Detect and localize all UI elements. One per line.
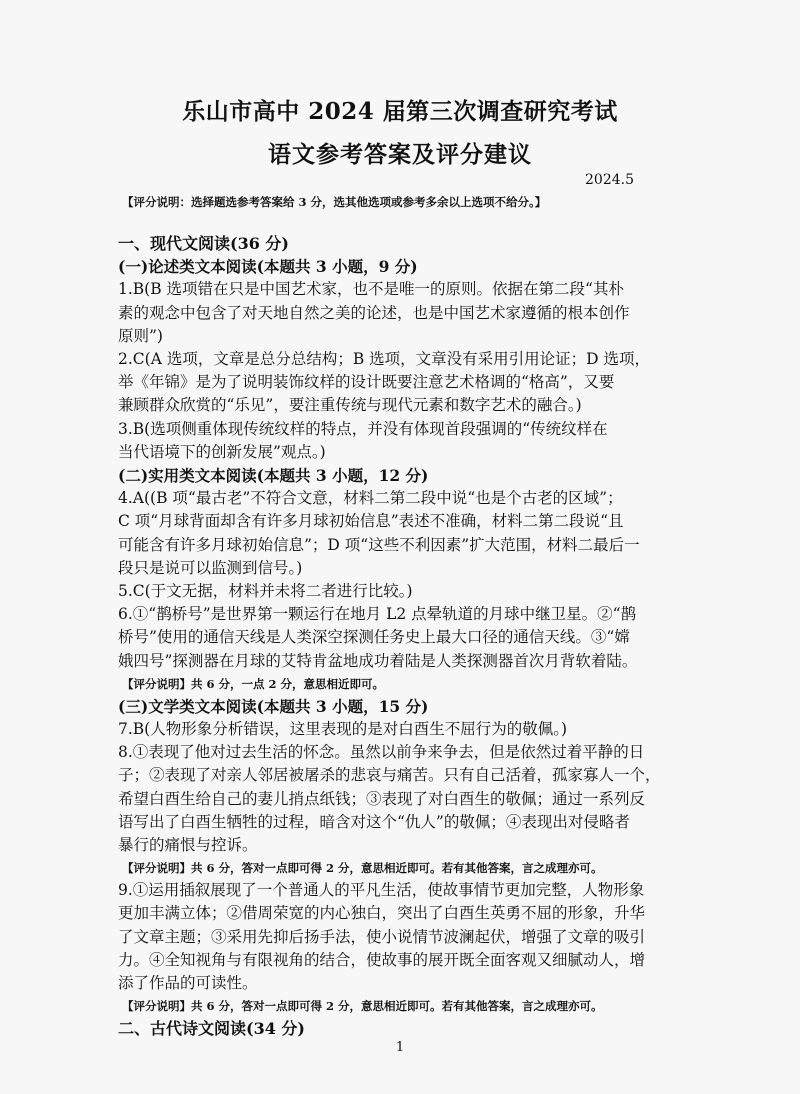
subsection-heading: (二)实用类文本阅读(本题共 3 小题，12 分) bbox=[118, 466, 429, 486]
answer-line: 8.①表现了他对过去生活的怀念。虽然以前争来争去，但是依然过着平静的日 bbox=[118, 743, 645, 762]
answer-line: 4.A((B 项“最古老”不符合文意，材料二第二段中说“也是个古老的区域”； bbox=[118, 489, 623, 508]
answer-line: 语写出了白酉生牺牲的过程，暗含对这个“仇人”的敬佩；④表现出对侵略者 bbox=[118, 812, 630, 831]
section-heading: 二、古代诗文阅读(34 分) bbox=[118, 1019, 305, 1039]
answer-line: 段只是说可以监测到信号。) bbox=[118, 558, 303, 577]
answer-line: 1.B(B 选项错在只是中国艺术家，也不是唯一的原则。依据在第二段“其朴 bbox=[118, 280, 624, 299]
answer-line: 6.①“鹊桥号”是世界第一颗运行在地月 L2 点晕轨道的月球中继卫星。②“鹊 bbox=[118, 605, 637, 624]
subsection-heading: (三)文学类文本阅读(本题共 3 小题，15 分) bbox=[118, 696, 429, 716]
answer-content bbox=[118, 232, 684, 1041]
answer-line: 可能含有许多月球初始信息”；D 项“这些不利因素”扩大范围，材料二最后一 bbox=[118, 535, 640, 554]
answer-line: 5.C(于文无据，材料并未将二者进行比较。) bbox=[118, 582, 413, 601]
page-number: 1 bbox=[395, 1040, 405, 1055]
exam-date: 2024.5 bbox=[585, 172, 634, 188]
answer-line: 了文章主题；③采用先抑后扬手法，使小说情节波澜起伏，增强了文章的吸引 bbox=[118, 927, 646, 946]
answer-line: 力。④全知视角与有限视角的结合，使故事的展开既全面客观又细腻动人，增 bbox=[118, 950, 646, 969]
answer-line: 原则”) bbox=[118, 326, 163, 345]
answer-line: 举《年锦》是为了说明装饰纹样的设计既要注意艺术格调的“格高”，又要 bbox=[118, 373, 615, 392]
answer-line: 兼顾群众欣赏的“乐见”，要注重传统与现代元素和数字艺术的融合。) bbox=[118, 396, 582, 415]
answer-line: 暴行的痛恨与控诉。 bbox=[118, 836, 258, 855]
answer-line: 9.①运用插叙展现了一个普通人的平凡生活，使故事情节更加完整，人物形象 bbox=[118, 881, 645, 900]
scoring-note-line: 【评分说明】共 6 分，一点 2 分，意思相近即可。 bbox=[122, 676, 385, 691]
answer-line: 2.C(A 选项，文章是总分总结构；B 选项，文章没有采用引用论证；D 选项， bbox=[118, 350, 650, 369]
answer-line: 更加丰满立体；②借周荣宽的内心独白，突出了白酉生英勇不屈的形象，升华 bbox=[118, 904, 646, 923]
exam-title: 乐山市高中 2024 届第三次调查研究考试 bbox=[182, 98, 618, 125]
answer-line: 7.B(人物形象分析错误，这里表现的是对白酉生不屈行为的敬佩。) bbox=[118, 720, 568, 739]
answer-line: 娥四号”探测器在月球的艾特肯盆地成功着陆是人类探测器首次月背软着陆。 bbox=[118, 651, 638, 670]
exam-subtitle: 语文参考答案及评分建议 bbox=[268, 141, 532, 168]
answer-line: 子；②表现了对亲人邻居被屠杀的悲哀与痛苦。只有自己活着，孤家寡人一个， bbox=[118, 766, 661, 785]
answer-line: 添了作品的可读性。 bbox=[118, 974, 258, 993]
scoring-note: 【评分说明：选择题选参考答案给 3 分，选其他选项或参考多余以上选项不给分。】 bbox=[122, 195, 547, 209]
answer-line: 素的观念中包含了对天地自然之美的论述，也是中国艺术家遵循的根本创作 bbox=[118, 303, 630, 322]
scoring-note-line: 【评分说明】共 6 分，答对一点即可得 2 分，意思相近即可。若有其他答案，言之成理亦可。 bbox=[122, 999, 603, 1014]
answer-line: 桥号”使用的通信天线是人类深空探测任务史上最大口径的通信天线。③“嫦 bbox=[118, 628, 630, 647]
scoring-note-line: 【评分说明】共 6 分，答对一点即可得 2 分，意思相近即可。若有其他答案，言之成理亦可。 bbox=[122, 861, 603, 876]
answer-line: 希望白酉生给自己的妻儿捎点纸钱；③表现了对白酉生的敬佩；通过一系列反 bbox=[118, 789, 646, 808]
subsection-heading: (一)论述类文本阅读(本题共 3 小题，9 分) bbox=[118, 257, 418, 277]
section-heading: 一、现代文阅读(36 分) bbox=[118, 234, 289, 253]
answer-line: 3.B(选项侧重体现传统纹样的特点，并没有体现首段强调的“传统纹样在 bbox=[118, 419, 608, 438]
answer-line: 当代语境下的创新发展”观点。) bbox=[118, 442, 326, 461]
answer-line: C 项“月球背面却含有许多月球初始信息”表述不准确，材料二第二段说“且 bbox=[118, 512, 624, 531]
